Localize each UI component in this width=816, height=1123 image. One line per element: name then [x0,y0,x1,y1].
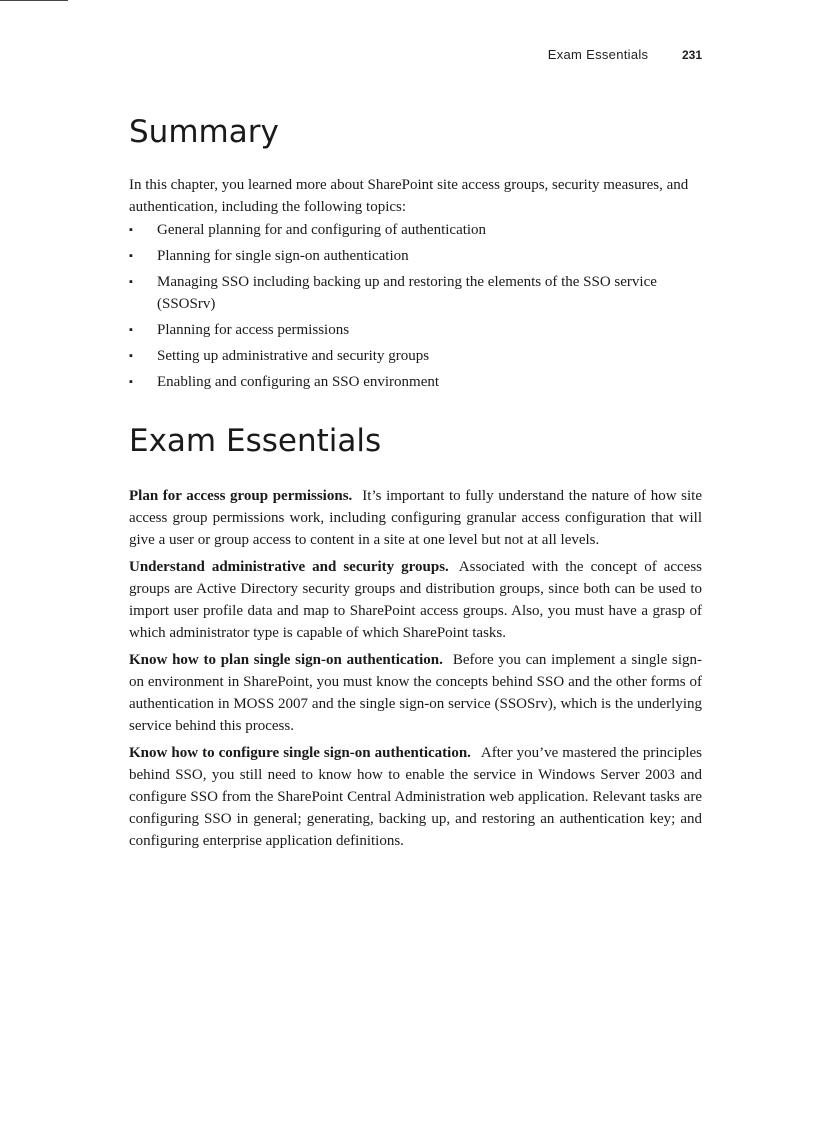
list-item [129,371,702,393]
essential-text: After you’ve mastered the principles behind SSO, you still need to know how to enable the service in Windows Server 2003 and configure SSO from the SharePoint Central Administration web application. Relevant tasks are configuring SSO in general; generating, backing up, and restoring an authentication key; and configuring enterprise application definitions. [129,745,702,849]
essential-lead-term: Know how to configure single sign-on authentication. [129,745,471,761]
essential-text: Associated with the concept of access groups are Active Directory security groups and distribution groups, since both can be used to import user profile data and map to SharePoint access groups. Also, you must have a grasp of which administrator type is capable of which SharePoint tasks. [129,559,702,641]
list-item-text: Managing SSO including backing up and restoring the elements of the SSO service (SSOSrv) [157,274,657,312]
list-item [129,271,702,315]
essential-lead-term: Understand administrative and security groups. [129,559,449,575]
exam-essentials-heading: Exam Essentials [129,423,382,459]
list-item [129,319,702,341]
summary-topic-list [129,219,702,393]
list-item [129,345,702,367]
essential-paragraph [129,556,702,644]
bullet-icon: ▪ [129,224,133,236]
essential-text: Before you can implement a single sign-on environment in SharePoint, you must know the concepts behind SSO and the other forms of authentication in MOSS 2007 and the single sign-on service (SSOSrv), which is the underlying service behind this process. [129,652,702,734]
page-number: 231 [681,48,702,62]
list-item [129,245,702,267]
running-header [0,47,702,62]
essential-paragraph [129,649,702,737]
bullet-icon: ▪ [129,250,133,262]
list-item-text: Enabling and configuring an SSO environment [157,374,440,390]
essential-text: It’s important to fully understand the nature of how site access group permissions work, including configuring granular access configuration that will give a user or group access to content in a site at one level but not at all levels. [129,488,703,548]
crop-mark [0,0,68,1]
essential-lead-term: Plan for access group permissions. [129,488,353,504]
list-item [129,219,702,241]
bullet-icon: ▪ [129,350,133,362]
list-item-text: General planning for and configuring of authentication [157,222,487,238]
essential-lead-term: Know how to plan single sign-on authentication. [129,652,443,668]
summary-heading: Summary [129,114,279,150]
bullet-icon: ▪ [129,276,133,288]
header-section-title: Exam Essentials [547,47,649,62]
bullet-icon: ▪ [129,376,133,388]
summary-intro: In this chapter, you learned more about SharePoint site access groups, security measures, and authentication, including the following topics: [129,177,689,215]
list-item-text: Planning for access permissions [157,322,350,338]
page-body [129,110,702,857]
essential-paragraph [129,485,702,551]
bullet-icon: ▪ [129,324,133,336]
list-item-text: Planning for single sign-on authentication [157,248,409,264]
list-item-text: Setting up administrative and security groups [157,348,430,364]
essential-paragraph [129,742,702,852]
